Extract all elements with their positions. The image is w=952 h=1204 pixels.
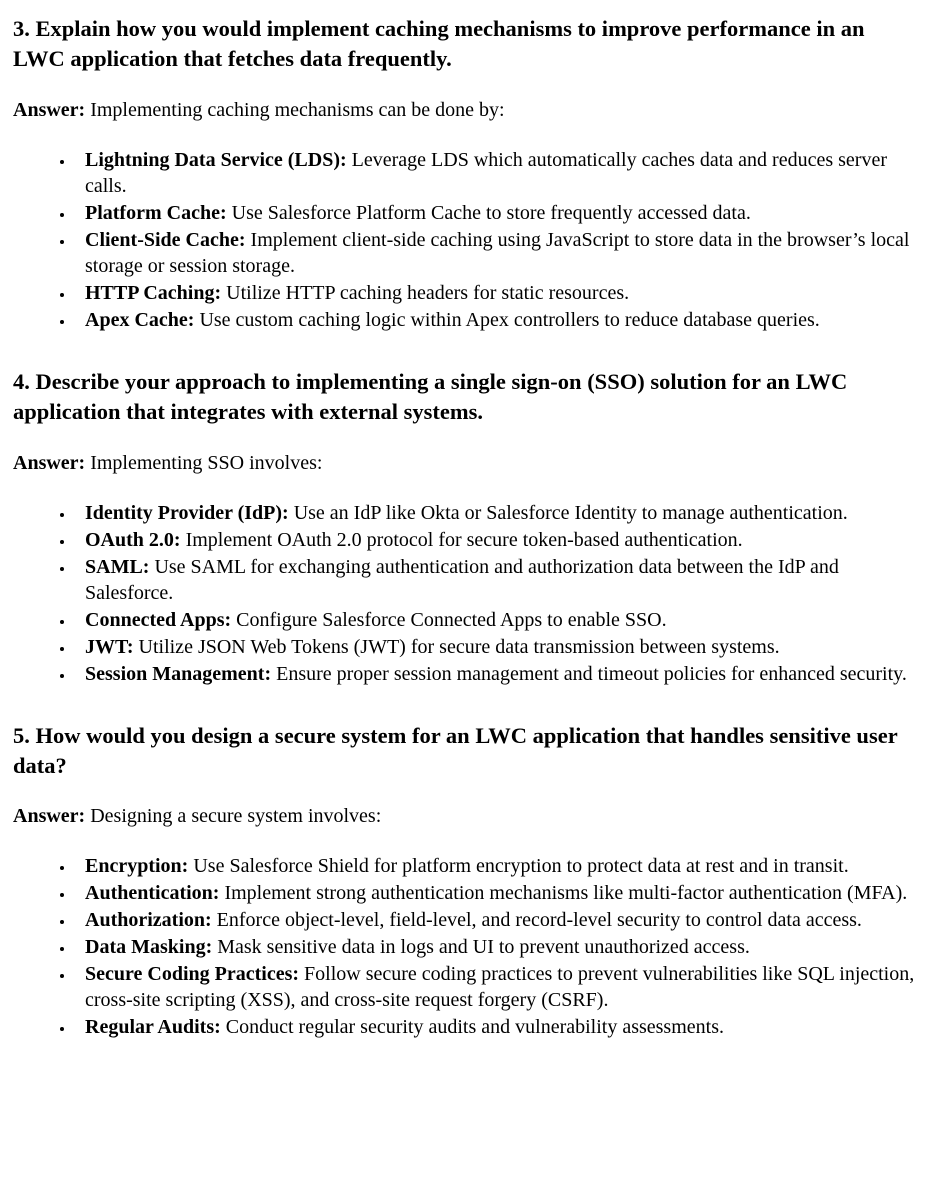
answer-text: Implementing caching mechanisms can be done by: — [90, 98, 505, 121]
list-item — [75, 634, 928, 660]
bullet-lead: Authentication: — [85, 882, 220, 905]
list-item — [75, 554, 928, 606]
list-item — [75, 227, 928, 279]
bullet-text: Utilize JSON Web Tokens (JWT) for secure data transmission between systems. — [138, 635, 780, 658]
list-item — [75, 280, 928, 306]
list-item — [75, 607, 928, 633]
bullet-text: Use Salesforce Shield for platform encryption to protect data at rest and in transit. — [193, 855, 849, 878]
bullet-lead: Apex Cache: — [85, 308, 195, 331]
list-item — [75, 1014, 928, 1040]
bullet-text: Mask sensitive data in logs and UI to prevent unauthorized access. — [217, 936, 750, 959]
question-section-4 — [13, 367, 928, 687]
answer-paragraph — [13, 97, 928, 123]
bullet-lead: HTTP Caching: — [85, 281, 222, 304]
bullet-text: Configure Salesforce Connected Apps to enable SSO. — [236, 608, 667, 631]
answer-label: Answer: — [13, 451, 86, 474]
question-section-3 — [13, 14, 928, 333]
answer-label: Answer: — [13, 805, 86, 828]
bullet-lead: Secure Coding Practices: — [85, 963, 300, 986]
bullet-list — [13, 500, 928, 687]
bullet-lead: Lightning Data Service (LDS): — [85, 148, 347, 171]
bullet-lead: Client-Side Cache: — [85, 228, 246, 251]
bullet-text: Use custom caching logic within Apex controllers to reduce database queries. — [199, 308, 820, 331]
bullet-lead: Regular Audits: — [85, 1016, 221, 1039]
bullet-list — [13, 853, 928, 1040]
bullet-list — [13, 147, 928, 333]
list-item — [75, 661, 928, 687]
bullet-text: Implement OAuth 2.0 protocol for secure token-based authentication. — [185, 528, 743, 551]
list-item — [75, 147, 928, 199]
bullet-text: Leverage LDS which automatically caches data and reduces server calls. — [85, 148, 887, 197]
list-item — [75, 853, 928, 879]
bullet-text: Use SAML for exchanging authentication and authorization data between the IdP and Salesforce. — [85, 555, 839, 604]
bullet-lead: Data Masking: — [85, 936, 213, 959]
bullet-text: Conduct regular security audits and vulnerability assessments. — [225, 1016, 724, 1039]
list-item — [75, 907, 928, 933]
answer-paragraph — [13, 803, 928, 829]
list-item — [75, 307, 928, 333]
bullet-lead: Authorization: — [85, 909, 212, 932]
bullet-lead: SAML: — [85, 555, 150, 578]
bullet-text: Implement client-side caching using JavaScript to store data in the browser’s local storage or session storage. — [85, 228, 910, 277]
bullet-lead: JWT: — [85, 635, 134, 658]
bullet-text: Use Salesforce Platform Cache to store frequently accessed data. — [231, 201, 751, 224]
bullet-text: Use an IdP like Okta or Salesforce Identity to manage authentication. — [293, 501, 848, 524]
question-section-5 — [13, 721, 928, 1041]
list-item — [75, 934, 928, 960]
question-heading: 3. Explain how you would implement caching mechanisms to improve performance in an LWC application that fetches data frequently. — [13, 16, 865, 72]
answer-text: Designing a secure system involves: — [90, 805, 382, 828]
bullet-text: Follow secure coding practices to prevent vulnerabilities like SQL injection, cross-site scripting (XSS), and cross-site request forgery (CSRF). — [85, 963, 915, 1012]
answer-text: Implementing SSO involves: — [90, 451, 323, 474]
question-heading: 5. How would you design a secure system for an LWC application that handles sensitive user data? — [13, 722, 898, 778]
list-item — [75, 527, 928, 553]
bullet-lead: OAuth 2.0: — [85, 528, 181, 551]
bullet-text: Implement strong authentication mechanisms like multi-factor authentication (MFA). — [224, 882, 908, 905]
answer-label: Answer: — [13, 98, 86, 121]
bullet-text: Ensure proper session management and timeout policies for enhanced security. — [276, 662, 907, 685]
question-heading: 4. Describe your approach to implementing a single sign-on (SSO) solution for an LWC application that integrates with external systems. — [13, 368, 848, 425]
bullet-lead: Encryption: — [85, 855, 189, 878]
list-item — [75, 500, 928, 526]
bullet-text: Enforce object-level, field-level, and record-level security to control data access. — [216, 909, 862, 932]
bullet-lead: Session Management: — [85, 662, 272, 685]
bullet-lead: Identity Provider (IdP): — [85, 501, 289, 524]
list-item — [75, 880, 928, 906]
list-item — [75, 200, 928, 226]
bullet-lead: Connected Apps: — [85, 608, 232, 631]
bullet-text: Utilize HTTP caching headers for static resources. — [226, 281, 630, 304]
bullet-lead: Platform Cache: — [85, 201, 227, 224]
answer-paragraph — [13, 450, 928, 476]
list-item — [75, 961, 928, 1013]
